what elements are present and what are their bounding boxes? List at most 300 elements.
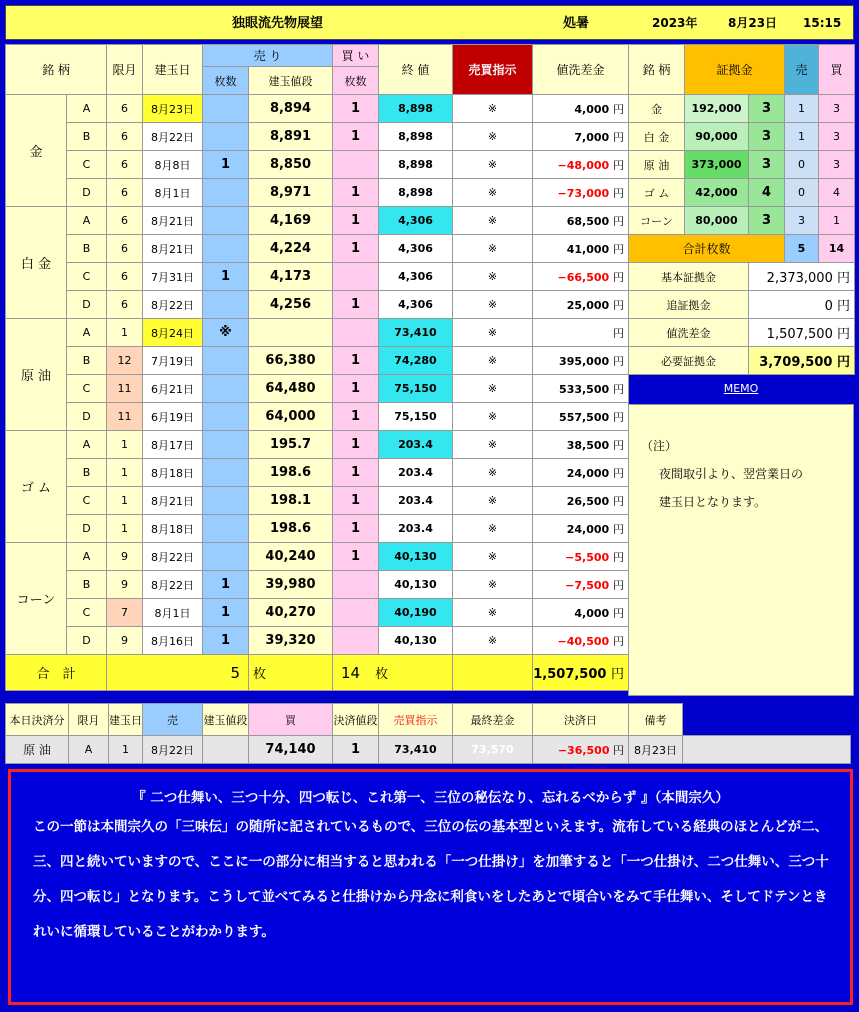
total-buy [333,655,453,691]
pnl-value: −66,500 [557,270,610,284]
total-sell-unit: 枚 [249,655,333,691]
margin-amount: 192,000 [685,95,749,123]
position-row [6,95,629,123]
margin-buy: 3 [819,95,855,123]
instruction: ※ [453,95,533,123]
pnl-value: 24,000 [566,522,610,536]
position-price: 66,380 [249,347,333,375]
close-price: 4,306 [379,263,453,291]
commentary-box [8,769,853,1005]
position-row [6,431,629,459]
buy-count [333,627,379,655]
yen-unit: 円 [613,102,624,116]
instruction: ※ [453,291,533,319]
sell-count [203,403,249,431]
margin-brand: 白 金 [629,123,685,151]
pnl-value: 38,500 [566,438,610,452]
contract-month: 9 [107,543,143,571]
yen-unit: 円 [613,522,624,536]
settle-row [6,736,851,764]
position-price: 4,224 [249,235,333,263]
close-price: 8,898 [379,179,453,207]
pnl-cell [533,403,629,431]
position-key: A [67,207,107,235]
contract-month: 6 [107,235,143,263]
instruction: ※ [453,123,533,151]
settle-final-cell [533,736,629,764]
contract-month: 9 [107,571,143,599]
contract-month: 1 [107,459,143,487]
col-position-price: 建玉値段 [249,67,333,95]
close-price: 8,898 [379,123,453,151]
close-price: 40,190 [379,599,453,627]
position-price: 8,971 [249,179,333,207]
position-row [6,599,629,627]
buy-count: 1 [333,207,379,235]
sell-count: 1 [203,571,249,599]
position-row [6,515,629,543]
margin-row [629,151,855,179]
summary-label: 必要証拠金 [629,347,749,375]
close-price: 40,130 [379,543,453,571]
position-price: 8,850 [249,151,333,179]
sell-count [203,543,249,571]
close-price: 4,306 [379,207,453,235]
margin-brand: ゴ ム [629,179,685,207]
position-price: 4,173 [249,263,333,291]
summary-row [629,347,855,375]
position-row [6,627,629,655]
position-date: 6月21日 [143,375,203,403]
yen-unit: 円 [613,130,624,144]
contract-month: 7 [107,599,143,627]
contract-month: 6 [107,95,143,123]
margin-buy: 4 [819,179,855,207]
position-price: 39,980 [249,571,333,599]
position-key: D [67,627,107,655]
side-col-brand: 銘 柄 [629,45,685,95]
summary-label: 追証拠金 [629,291,749,319]
settle-note [683,736,851,764]
summary-label: 基本証拠金 [629,263,749,291]
yen-unit: 円 [836,327,850,342]
settle-brand: 原 油 [6,736,69,764]
sell-count [203,515,249,543]
margin-count: 3 [749,123,785,151]
pnl-value: −48,000 [557,158,610,172]
yen-unit: 円 [836,271,850,286]
contract-month: 12 [107,347,143,375]
pnl-value: −73,000 [557,186,610,200]
time-label: 15:15 [803,16,842,30]
margin-amount: 373,000 [685,151,749,179]
memo-line: （注） [641,439,678,453]
pnl-cell [533,543,629,571]
pnl-cell [533,431,629,459]
position-price: 39,320 [249,627,333,655]
col-date: 建玉日 [143,45,203,95]
yen-unit: 円 [613,382,624,396]
page-title: 独眼流先物展望 [232,16,324,31]
position-price [249,319,333,347]
settle-exit-price: 73,410 [379,736,453,764]
position-row [6,319,629,347]
position-row [6,235,629,263]
pnl-value: 395,000 [559,354,610,368]
close-price: 4,306 [379,235,453,263]
total-count-label: 合計枚数 [629,235,785,263]
pnl-value: 4,000 [574,606,610,620]
pnl-value: −7,500 [565,578,610,592]
memo-panel [628,404,854,696]
margin-buy: 1 [819,207,855,235]
settle-month: 1 [109,736,143,764]
position-price: 64,480 [249,375,333,403]
pnl-value: 68,500 [566,214,610,228]
instruction: ※ [453,207,533,235]
position-price: 198.1 [249,487,333,515]
instruction: ※ [453,151,533,179]
summary-value: 0 [824,299,833,314]
position-row [6,347,629,375]
buy-count: 1 [333,403,379,431]
pnl-cell [533,207,629,235]
pnl-cell [533,263,629,291]
contract-month: 11 [107,403,143,431]
settle-buy: 1 [333,736,379,764]
contract-month: 6 [107,179,143,207]
settle-header: 本日決済分 [6,704,69,736]
contract-month: 9 [107,627,143,655]
commentary-body: この一節は本間宗久の「三味伝」の随所に記されているもので、三位の伝の基本型といえます。流布している経典のほとんどが二、三、四と続いていますので、ここに一の部分に相当すると思われる「一つ仕掛け」を加筆すると「一つ仕掛け、二つ仕舞い、三つ十分、四つ転じ」となります。こうして並べてみると仕掛けから丹念に利食いをしたあとで頃合いをみて手仕舞い、そしてドテンときれいに循環していることがわかります。 [33,819,829,940]
yen-unit: 円 [613,354,624,368]
side-col-buy: 買 [819,45,855,95]
instruction: ※ [453,627,533,655]
margin-amount: 80,000 [685,207,749,235]
buy-count [333,319,379,347]
instruction: ※ [453,571,533,599]
sell-count [203,431,249,459]
close-price: 8,898 [379,151,453,179]
settle-header: 売買指示 [379,704,453,736]
instruction: ※ [453,431,533,459]
instruction: ※ [453,179,533,207]
position-price: 198.6 [249,459,333,487]
position-date: 8月22日 [143,291,203,319]
position-date: 8月22日 [143,571,203,599]
position-key: D [67,291,107,319]
yen-unit: 円 [613,158,624,172]
total-yen-unit: 円 [610,667,624,682]
position-date: 8月16日 [143,627,203,655]
buy-count: 1 [333,95,379,123]
contract-month: 6 [107,123,143,151]
position-date: 8月17日 [143,431,203,459]
total-row [6,655,629,691]
position-row [6,151,629,179]
position-row [6,123,629,151]
brand-name: 金 [6,95,67,207]
col-month: 限月 [107,45,143,95]
yen-unit: 円 [613,186,624,200]
brand-name: コーン [6,543,67,655]
col-buy: 買 い [333,45,379,67]
position-row [6,207,629,235]
sell-count [203,347,249,375]
position-row [6,543,629,571]
margin-row [629,95,855,123]
contract-month: 1 [107,487,143,515]
trade-instruction-header[interactable]: 売買指示 [453,45,533,95]
position-date: 8月18日 [143,459,203,487]
yen-unit: 円 [613,578,624,592]
margin-row [629,123,855,151]
memo-line: 建玉日となります。 [659,495,767,509]
buy-count: 1 [333,235,379,263]
close-price: 203.4 [379,431,453,459]
summary-row [629,291,855,319]
instruction: ※ [453,515,533,543]
settle-price: 74,140 [249,736,333,764]
position-date: 8月1日 [143,599,203,627]
position-date: 6月19日 [143,403,203,431]
pnl-cell [533,235,629,263]
contract-month: 1 [107,431,143,459]
sell-count [203,375,249,403]
margin-sell: 1 [785,95,819,123]
settle-date: 8月22日 [143,736,203,764]
close-price: 40,130 [379,571,453,599]
pnl-cell [533,599,629,627]
pnl-cell [533,123,629,151]
position-key: A [67,543,107,571]
instruction: ※ [453,235,533,263]
sell-count [203,207,249,235]
pnl-value: 41,000 [566,242,610,256]
summary-value: 1,507,500 [766,327,833,342]
season-label: 処暑 [563,16,590,31]
total-pnl-value: 1,507,500 [533,667,607,682]
quote-text: 『 二つ仕舞い、三つ十分、四つ転じ、これ第一、三位の秘伝なり、忘れるべからず 』（本間宗久） [132,790,729,806]
margin-brand: 原 油 [629,151,685,179]
margin-amount: 90,000 [685,123,749,151]
total-buy-unit: 枚 [375,667,389,682]
position-row [6,459,629,487]
yen-unit: 円 [836,355,850,370]
settle-header: 決済値段 [333,704,379,736]
position-price: 8,894 [249,95,333,123]
settle-header: 備考 [629,704,683,736]
brand-name: 原 油 [6,319,67,431]
summary-value: 3,709,500 [759,355,833,370]
position-date: 8月24日 [143,319,203,347]
sell-count: 1 [203,151,249,179]
positions-table [5,44,629,691]
position-key: B [67,347,107,375]
position-price: 64,000 [249,403,333,431]
position-key: C [67,375,107,403]
col-buy-count: 枚数 [333,67,379,95]
buy-count [333,571,379,599]
margin-count: 3 [749,95,785,123]
sell-count [203,95,249,123]
summary-cell [749,319,855,347]
position-key: C [67,263,107,291]
buy-count [333,151,379,179]
position-price: 40,240 [249,543,333,571]
pnl-cell [533,375,629,403]
instruction: ※ [453,599,533,627]
sell-count [203,235,249,263]
position-row [6,403,629,431]
settle-final: −36,500 [557,743,610,757]
buy-count: 1 [333,347,379,375]
buy-count: 1 [333,543,379,571]
pnl-value: 533,500 [559,382,610,396]
pnl-cell [533,347,629,375]
position-key: D [67,179,107,207]
buy-count: 1 [333,459,379,487]
side-col-sell: 売 [785,45,819,95]
margin-sell: 0 [785,179,819,207]
position-price: 195.7 [249,431,333,459]
memo-link[interactable]: MEMO [723,382,759,395]
instruction: ※ [453,375,533,403]
pnl-cell [533,627,629,655]
position-date: 8月23日 [143,95,203,123]
margin-brand: 金 [629,95,685,123]
contract-month: 6 [107,263,143,291]
sell-count [203,179,249,207]
pnl-cell [533,95,629,123]
settle-instruction: 73,570 [453,736,533,764]
close-price: 73,410 [379,319,453,347]
total-count-sell: 5 [785,235,819,263]
buy-count [333,263,379,291]
contract-month: 6 [107,151,143,179]
position-price: 4,169 [249,207,333,235]
margin-row [629,207,855,235]
contract-month: 1 [107,319,143,347]
pnl-value: 4,000 [574,102,610,116]
position-date: 8月21日 [143,235,203,263]
col-brand: 銘 柄 [6,45,107,95]
sell-count [203,459,249,487]
pnl-value: −5,500 [565,550,610,564]
brand-name: ゴ ム [6,431,67,543]
yen-unit: 円 [836,299,850,314]
margin-table [628,44,855,375]
yen-unit: 円 [613,550,624,564]
close-price: 75,150 [379,403,453,431]
buy-count: 1 [333,515,379,543]
yen-unit: 円 [613,606,624,620]
position-key: A [67,319,107,347]
total-buy-count: 14 [341,664,361,682]
close-price: 40,130 [379,627,453,655]
buy-count: 1 [333,431,379,459]
position-row [6,291,629,319]
position-row [6,179,629,207]
position-date: 8月1日 [143,179,203,207]
position-row [6,375,629,403]
total-label: 合 計 [6,655,107,691]
position-row [6,487,629,515]
title-bar [5,5,854,40]
summary-label: 値洗差金 [629,319,749,347]
yen-unit: 円 [613,270,624,284]
settle-header: 決済日 [533,704,629,736]
col-close: 終 値 [379,45,453,95]
col-sell-count: 枚数 [203,67,249,95]
summary-row [629,319,855,347]
sell-count [203,291,249,319]
total-sell: 5 [107,655,249,691]
buy-count [333,599,379,627]
position-key: B [67,123,107,151]
col-pnl: 値洗差金 [533,45,629,95]
position-price: 4,256 [249,291,333,319]
pnl-cell [533,319,629,347]
pnl-cell [533,179,629,207]
side-col-margin: 証拠金 [685,45,785,95]
instruction: ※ [453,319,533,347]
summary-row [629,263,855,291]
margin-row [629,179,855,207]
position-price: 40,270 [249,599,333,627]
memo-line: 夜間取引より、翌営業日の [659,467,804,481]
contract-month: 6 [107,291,143,319]
summary-cell [749,263,855,291]
instruction: ※ [453,263,533,291]
margin-count: 4 [749,179,785,207]
contract-month: 11 [107,375,143,403]
pnl-cell [533,291,629,319]
margin-sell: 1 [785,123,819,151]
position-date: 7月31日 [143,263,203,291]
settle-header: 買 [249,704,333,736]
position-key: B [67,459,107,487]
margin-buy: 3 [819,151,855,179]
yen-unit: 円 [613,410,624,424]
yen-unit: 円 [613,438,624,452]
buy-count: 1 [333,375,379,403]
position-price: 8,891 [249,123,333,151]
yen-unit: 円 [613,242,624,256]
pnl-cell [533,571,629,599]
position-price: 198.6 [249,515,333,543]
sell-count: 1 [203,263,249,291]
position-date: 8月18日 [143,515,203,543]
settle-close-date: 8月23日 [629,736,683,764]
close-price: 203.4 [379,515,453,543]
instruction: ※ [453,459,533,487]
contract-month: 1 [107,515,143,543]
pnl-cell [533,459,629,487]
close-price: 4,306 [379,291,453,319]
sell-count: ※ [203,319,249,347]
settle-header: 建玉日 [109,704,143,736]
margin-count: 3 [749,207,785,235]
sell-count: 1 [203,627,249,655]
buy-count: 1 [333,487,379,515]
sell-count [203,123,249,151]
pnl-cell [533,515,629,543]
settle-header: 最終差金 [453,704,533,736]
position-key: D [67,403,107,431]
position-row [6,263,629,291]
position-key: C [67,599,107,627]
